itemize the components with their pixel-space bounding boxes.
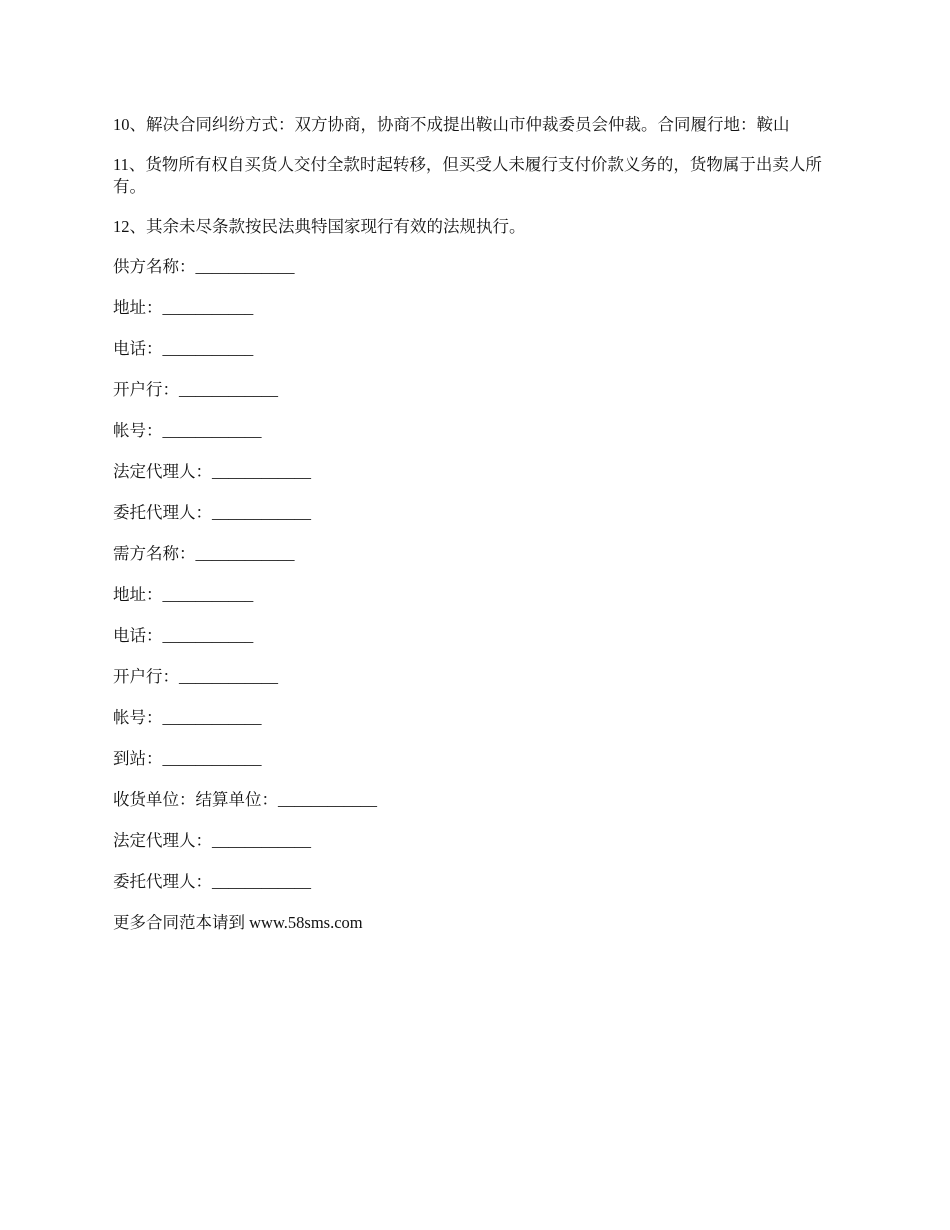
- supplier-account-field: 帐号：____________: [113, 421, 262, 440]
- clause-11: 11、货物所有权自买货人交付全款时起转移，但买受人未履行支付价款义务的，货物属于出卖人所有。: [113, 155, 822, 196]
- buyer-account-field: 帐号：____________: [113, 708, 262, 727]
- buyer-bank-field: 开户行：____________: [113, 667, 278, 686]
- supplier-legal-rep-field: 法定代理人：____________: [113, 462, 311, 481]
- supplier-address-field: 地址：___________: [113, 298, 254, 317]
- clause-10: 10、解决合同纠纷方式：双方协商，协商不成提出鞍山市仲裁委员会仲裁。合同履行地：鞍山: [113, 115, 790, 134]
- clause-12: 12、其余未尽条款按民法典特国家现行有效的法规执行。: [113, 217, 526, 236]
- buyer-name-field: 需方名称：____________: [113, 544, 295, 563]
- buyer-legal-rep-field: 法定代理人：____________: [113, 831, 311, 850]
- footer-link-text: 更多合同范本请到 www.58sms.com: [113, 913, 363, 932]
- buyer-address-field: 地址：___________: [113, 585, 254, 604]
- buyer-phone-field: 电话：___________: [113, 626, 254, 645]
- supplier-bank-field: 开户行：____________: [113, 380, 278, 399]
- destination-station-field: 到站：____________: [113, 749, 262, 768]
- supplier-agent-field: 委托代理人：____________: [113, 503, 311, 522]
- receiving-settlement-unit-field: 收货单位：结算单位：____________: [113, 790, 377, 809]
- supplier-name-field: 供方名称：____________: [113, 257, 295, 276]
- supplier-phone-field: 电话：___________: [113, 339, 254, 358]
- buyer-agent-field: 委托代理人：____________: [113, 872, 311, 891]
- document-body: [113, 114, 843, 934]
